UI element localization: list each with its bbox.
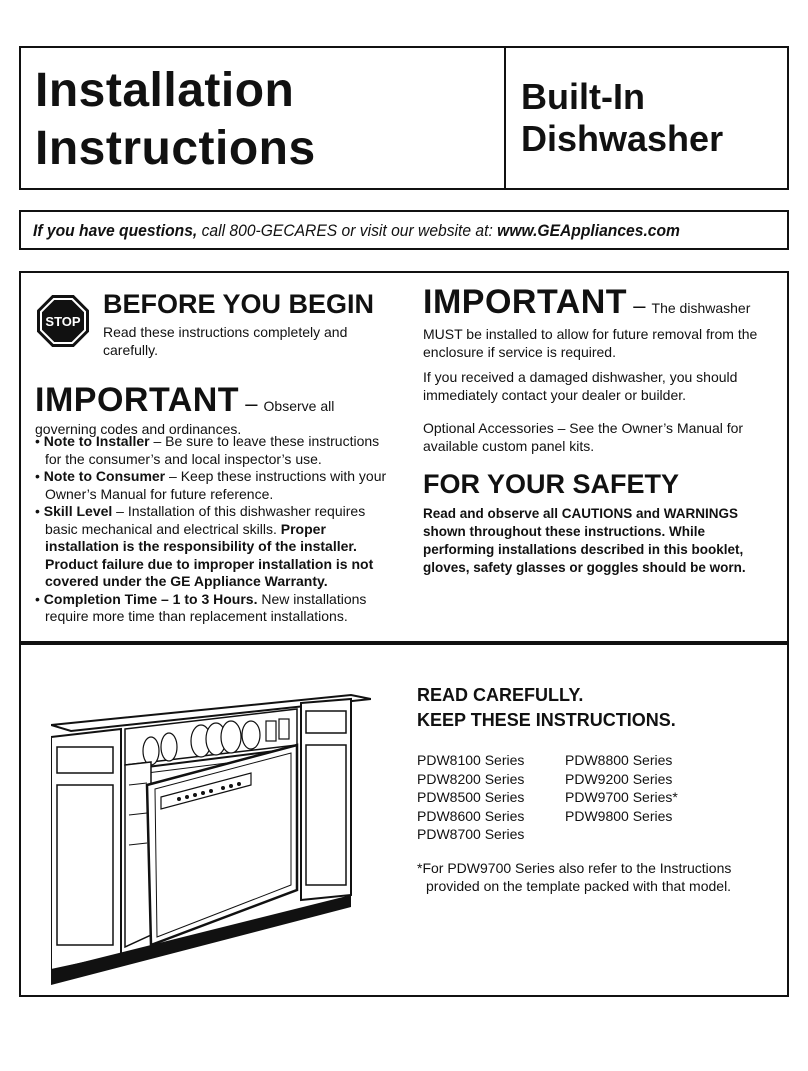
safety-text: Read and observe all CAUTIONS and WARNINGS shown throughout these instructions. While performing installations described in this booklet, gloves, safety glasses or goggles should be worn. — [423, 506, 746, 575]
contact-text — [33, 221, 680, 241]
optional-accessories-text: Optional Accessories – See the Owner’s Manual for available custom panel kits. — [423, 420, 744, 454]
before-you-begin-text: Read these instructions completely and carefully. — [103, 324, 348, 358]
note-item: • Skill Level – Installation of this dishwasher requires basic mechanical and electrical skills. Proper installation is the responsibility of the installer. Product failure due to improper installation is not covered under the GE Appliance Warranty. — [35, 503, 374, 589]
important-left-cont: governing codes and ordinances. — [35, 421, 242, 437]
model-series-list-2 — [565, 751, 678, 825]
footnote-line-2: provided on the template packed with that model. — [426, 878, 732, 894]
note-warranty-text: Proper installation is the responsibility of the installer. Product failure due to improper installation is not covered under the GE Appliance Warranty. — [45, 520, 374, 589]
note-item: • Note to Consumer – Keep these instructions with your Owner’s Manual for future reference. — [35, 468, 387, 502]
header-divider — [504, 48, 506, 188]
model-series-item: PDW8200 Series — [417, 770, 525, 787]
important-right-block — [423, 285, 773, 361]
contact-bar — [19, 210, 789, 250]
important-left-inline: Observe all — [263, 398, 335, 414]
stop-icon-label: STOP — [45, 314, 81, 329]
model-series-item: PDW8600 Series — [417, 807, 525, 824]
important-left-dash: – — [239, 391, 264, 416]
important-right-dash: – — [627, 293, 652, 318]
model-series-item: PDW8500 Series — [417, 789, 525, 805]
note-label: Note to Consumer — [43, 468, 166, 484]
note-label: Note to Installer — [43, 433, 150, 449]
product-line-2: Dishwasher — [521, 118, 724, 159]
title-line-2: Instructions — [35, 122, 316, 175]
header-box — [19, 46, 789, 190]
before-you-begin-section — [19, 271, 789, 643]
important-right-cont: MUST be installed to allow for future removal from the enclosure if service is required. — [423, 326, 758, 360]
model-series-item: PDW9700 Series* — [565, 789, 678, 805]
dishwasher-illustration — [51, 685, 371, 985]
model-series-item: PDW8700 Series — [417, 826, 525, 842]
contact-middle: call 800-GECARES or visit our website at: — [197, 221, 498, 240]
model-series-list-1 — [417, 751, 524, 844]
important-right-heading: IMPORTANT — [423, 283, 628, 321]
important-right-inline: The dishwasher — [651, 300, 751, 316]
important-left-heading: IMPORTANT — [35, 381, 240, 419]
model-series-item: PDW8100 Series — [417, 752, 525, 768]
note-text: – Installation of this dishwasher requires basic mechanical and electrical skills. — [45, 503, 366, 537]
model-series-item: PDW8800 Series — [565, 752, 673, 768]
footnote-line-1: *For PDW9700 Series also refer to the Instructions — [417, 860, 732, 876]
document-title — [35, 62, 495, 178]
installer-notes-list — [35, 433, 395, 626]
damaged-dishwasher-text: If you received a damaged dishwasher, you should immediately contact your dealer or builder. — [423, 369, 738, 403]
note-label: Skill Level — [43, 503, 113, 519]
note-text: – Be sure to leave these instructions for the consumer’s and local inspector’s use. — [45, 433, 380, 467]
note-item: • Note to Installer – Be sure to leave these instructions for the consumer’s and local inspector’s use. — [35, 433, 380, 467]
contact-lead: If you have questions, — [33, 221, 198, 240]
note-text: – Keep these instructions with your Owner’s Manual for future reference. — [45, 468, 387, 502]
important-left-block — [35, 381, 395, 438]
note-item: • Completion Time – 1 to 3 Hours. New installations require more time than replacement installations. — [35, 590, 367, 624]
title-line-1: Installation — [35, 64, 295, 117]
series-footnote — [417, 859, 767, 895]
models-section — [19, 643, 789, 997]
website-link[interactable]: www.GEAppliances.com — [497, 221, 680, 240]
note-label: Completion Time – 1 to 3 Hours. — [43, 590, 258, 607]
note-text: New installations require more time than replacement installations. — [45, 590, 367, 624]
before-you-begin-heading: BEFORE YOU BEGIN — [103, 289, 375, 319]
product-title — [521, 76, 781, 160]
read-carefully-heading — [417, 683, 676, 733]
model-series-item: PDW9200 Series — [565, 770, 673, 787]
read-carefully-line-2: KEEP THESE INSTRUCTIONS. — [417, 710, 676, 730]
read-carefully-line-1: READ CAREFULLY. — [417, 685, 584, 705]
model-series-item: PDW9800 Series — [565, 807, 673, 824]
stop-sign-icon — [37, 295, 89, 347]
safety-heading: FOR YOUR SAFETY — [423, 469, 680, 499]
product-line-1: Built-In — [521, 76, 645, 117]
